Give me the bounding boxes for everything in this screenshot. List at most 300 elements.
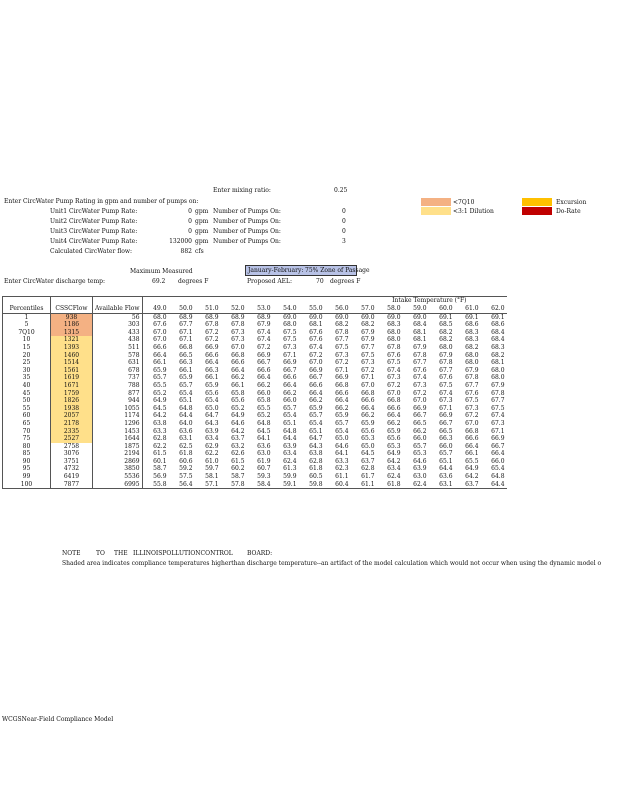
temp-header: 53.0 [247, 305, 273, 314]
temp-cell: 67.3 [413, 381, 427, 389]
temp-cell: 67.6 [387, 351, 401, 359]
temp-cell: 67.7 [413, 359, 427, 367]
available-flow-cell: 56 [93, 313, 143, 321]
temp-cell: 66.4 [205, 359, 219, 367]
temp-cell: 64.8 [491, 473, 505, 481]
temp-cell: 68.0 [465, 351, 479, 359]
temp-cell: 67.3 [387, 374, 401, 382]
temp-cell: 67.4 [309, 343, 323, 351]
temp-cell: 57.5 [179, 473, 193, 481]
available-flow-cell: 578 [93, 352, 143, 360]
temp-cell: 67.5 [491, 404, 505, 412]
temp-cell: 66.4 [387, 412, 401, 420]
temp-cell: 65.0 [205, 404, 219, 412]
available-flow-cell: 6995 [93, 481, 143, 489]
legend-swatch-dilution [421, 207, 451, 215]
temp-cell: 66.6 [465, 435, 479, 443]
temp-cell: 65.0 [335, 435, 349, 443]
csscflow-cell: 2335 [51, 428, 93, 436]
temp-cell: 69.1 [465, 313, 479, 321]
temp-cell: 64.4 [439, 465, 453, 473]
temp-cell: 66.9 [413, 404, 427, 412]
temp-cell: 64.9 [465, 465, 479, 473]
temp-cell: 60.1 [153, 457, 167, 465]
temp-cell: 64.9 [153, 397, 167, 405]
temp-cell: 67.3 [491, 419, 505, 427]
temp-cell: 61.8 [377, 481, 403, 489]
temp-cell: 66.3 [205, 366, 219, 374]
unit1-rate[interactable]: 0 [188, 208, 192, 215]
temp-cell: 68.2 [439, 328, 453, 336]
temp-cell: 67.5 [439, 381, 453, 389]
temp-cell: 66.4 [361, 404, 375, 412]
temp-cell: 66.4 [283, 381, 297, 389]
temp-cell: 65.4 [335, 427, 349, 435]
temp-cell: 59.3 [257, 473, 271, 481]
unit3-pumps[interactable]: 0 [342, 228, 346, 235]
temp-cell: 66.3 [179, 359, 193, 367]
csscflow-cell: 1561 [51, 367, 93, 375]
unit2-pumps-label: Number of Pumps On: [213, 218, 281, 225]
temp-cell: 67.0 [153, 336, 167, 344]
temp-cell: 68.9 [257, 313, 271, 321]
temp-cell: 65.6 [205, 389, 219, 397]
table-row [3, 450, 507, 458]
ael-value: 70 [316, 278, 324, 285]
temp-cell: 64.8 [283, 427, 297, 435]
temp-cell: 69.0 [361, 313, 375, 321]
temp-cell: 63.6 [257, 442, 271, 450]
temp-cell: 64.7 [309, 435, 323, 443]
temp-cell: 65.8 [231, 389, 245, 397]
temp-cell: 63.9 [283, 442, 297, 450]
temp-cell: 65.0 [361, 442, 375, 450]
temp-cell: 65.3 [387, 442, 401, 450]
percentile-cell: 7Q10 [3, 329, 51, 337]
temp-header: 50.0 [169, 305, 195, 314]
temp-cell: 65.9 [309, 404, 323, 412]
temp-cell: 63.9 [205, 427, 219, 435]
compliance-table [2, 296, 507, 489]
temp-header: 61.0 [455, 305, 481, 314]
temp-cell: 55.8 [142, 481, 169, 489]
temp-cell: 66.9 [283, 359, 297, 367]
unit3-pumps-label: Number of Pumps On: [213, 228, 281, 235]
temp-cell: 66.1 [231, 381, 245, 389]
temp-cell: 67.9 [361, 328, 375, 336]
temp-cell: 69.1 [439, 313, 453, 321]
temp-cell: 63.6 [179, 427, 193, 435]
temp-cell: 62.6 [231, 450, 245, 458]
temp-cell: 67.7 [179, 321, 193, 329]
temp-header: 56.0 [325, 305, 351, 314]
temp-cell: 66.4 [309, 389, 323, 397]
mixing-ratio-label: Enter mixing ratio: [213, 187, 271, 194]
temp-cell: 68.0 [439, 343, 453, 351]
footer-title: WCGSNear-Field Compliance Model [2, 716, 114, 723]
temp-cell: 61.1 [335, 473, 349, 481]
temp-cell: 65.6 [231, 397, 245, 405]
temp-cell: 68.2 [465, 343, 479, 351]
temp-cell: 65.9 [205, 381, 219, 389]
temp-cell: 64.2 [153, 412, 167, 420]
temp-cell: 66.8 [179, 343, 193, 351]
csscflow-cell: 2057 [51, 412, 93, 420]
percentile-cell: 50 [3, 397, 51, 405]
temp-cell: 60.5 [309, 473, 323, 481]
temp-cell: 68.2 [335, 321, 349, 329]
temp-cell: 62.3 [335, 465, 349, 473]
legend-label-do-rate: Do-Rate [556, 208, 581, 215]
temp-cell: 66.0 [413, 435, 427, 443]
temp-cell: 60.4 [325, 481, 351, 489]
temp-cell: 67.8 [231, 321, 245, 329]
temp-cell: 59.1 [273, 481, 299, 489]
temp-cell: 65.4 [179, 389, 193, 397]
temp-cell: 66.2 [283, 389, 297, 397]
temp-cell: 68.2 [439, 336, 453, 344]
table-row [3, 390, 507, 398]
temp-cell: 66.2 [231, 374, 245, 382]
temp-cell: 64.5 [153, 404, 167, 412]
temp-cell: 66.7 [413, 412, 427, 420]
temp-cell: 67.3 [231, 328, 245, 336]
temp-cell: 67.5 [283, 336, 297, 344]
temp-cell: 67.2 [465, 412, 479, 420]
period-zone: 75% Zone of Passage [305, 267, 370, 274]
temp-cell: 67.0 [153, 328, 167, 336]
table-row [3, 367, 507, 375]
available-flow-cell: 737 [93, 374, 143, 382]
temp-cell: 64.6 [231, 419, 245, 427]
note-board-name: ILLINOISPOLLUTIONCONTROL [133, 550, 233, 557]
temp-cell: 63.8 [153, 419, 167, 427]
temp-cell: 58.4 [247, 481, 273, 489]
percentile-cell: 55 [3, 405, 51, 413]
table-row [3, 465, 507, 473]
csscflow-cell: 3751 [51, 458, 93, 466]
temp-cell: 62.2 [205, 450, 219, 458]
temp-cell: 59.2 [179, 465, 193, 473]
temp-header: 52.0 [221, 305, 247, 314]
note-label: NOTE [62, 550, 81, 557]
note-text: Shaded area indicates compliance temperatures higherthan discharge temperature--an artifact of the model calculation which would not occur when using the dynamic model o [62, 560, 602, 567]
temp-cell: 67.6 [309, 336, 323, 344]
temp-cell: 66.2 [387, 419, 401, 427]
temp-cell: 68.0 [465, 359, 479, 367]
temp-cell: 67.2 [205, 336, 219, 344]
discharge-value[interactable]: 69.2 [152, 278, 166, 285]
csscflow-cell: 1671 [51, 382, 93, 390]
temp-cell: 61.9 [257, 457, 271, 465]
temp-cell: 66.7 [309, 374, 323, 382]
temp-cell: 66.8 [231, 351, 245, 359]
temp-cell: 64.8 [257, 419, 271, 427]
temp-cell: 63.0 [257, 450, 271, 458]
temp-cell: 65.1 [283, 419, 297, 427]
temp-cell: 67.1 [439, 404, 453, 412]
table-row [3, 321, 507, 329]
legend-label-excursion: Excursion [556, 199, 587, 206]
temp-cell: 67.3 [283, 343, 297, 351]
temp-cell: 64.0 [179, 419, 193, 427]
temp-cell: 67.4 [491, 412, 505, 420]
temp-cell: 66.6 [283, 374, 297, 382]
temp-cell: 66.9 [309, 366, 323, 374]
temp-cell: 67.4 [439, 389, 453, 397]
table-row [3, 420, 507, 428]
percentile-cell: 80 [3, 443, 51, 451]
temp-cell: 62.9 [205, 442, 219, 450]
temp-cell: 67.2 [413, 389, 427, 397]
unit2-pumps[interactable]: 0 [342, 218, 346, 225]
unit3-unit: gpm [195, 228, 209, 235]
temp-cell: 66.4 [153, 351, 167, 359]
temp-cell: 66.0 [257, 389, 271, 397]
temp-cell: 66.4 [257, 374, 271, 382]
temp-cell: 61.5 [153, 450, 167, 458]
unit4-rate[interactable]: 132000 [169, 238, 192, 245]
temp-cell: 65.4 [283, 412, 297, 420]
max-measured-label: Maximum Measured [130, 268, 193, 275]
temp-cell: 66.7 [283, 366, 297, 374]
temp-cell: 66.5 [413, 419, 427, 427]
temp-cell: 65.9 [153, 366, 167, 374]
ael-label: Proposed AEL: [247, 278, 293, 285]
percentile-cell: 65 [3, 420, 51, 428]
available-flow-cell: 1644 [93, 435, 143, 443]
available-flow-cell: 1055 [93, 405, 143, 413]
table-row [3, 481, 507, 489]
temp-cell: 64.8 [179, 404, 193, 412]
temp-cell: 67.9 [439, 351, 453, 359]
temp-cell: 65.7 [153, 374, 167, 382]
legend-swatch-do-rate [522, 207, 552, 215]
csscflow-cell: 1186 [51, 321, 93, 329]
temp-cell: 63.4 [283, 450, 297, 458]
temp-cell: 62.4 [283, 457, 297, 465]
temp-cell: 61.7 [361, 473, 375, 481]
temp-cell: 67.2 [205, 328, 219, 336]
unit4-unit: gpm [195, 238, 209, 245]
temp-cell: 65.4 [309, 419, 323, 427]
available-flow-cell: 303 [93, 321, 143, 329]
temp-cell: 66.1 [205, 374, 219, 382]
note-board: BOARD: [247, 550, 273, 557]
temp-cell: 67.6 [309, 328, 323, 336]
calc-flow-unit: cfs [195, 248, 204, 255]
temp-cell: 67.2 [335, 359, 349, 367]
temp-header: 57.0 [351, 305, 377, 314]
temp-cell: 66.6 [231, 359, 245, 367]
temp-cell: 68.2 [361, 321, 375, 329]
temp-cell: 63.7 [231, 435, 245, 443]
available-flow-cell: 1453 [93, 428, 143, 436]
percentile-cell: 85 [3, 450, 51, 458]
calc-flow-value: 882 [180, 248, 192, 255]
temp-cell: 62.4 [403, 481, 429, 489]
temp-cell: 65.2 [153, 389, 167, 397]
mixing-ratio-value[interactable]: 0.25 [334, 187, 348, 194]
percentile-cell: 1 [3, 313, 51, 321]
temp-cell: 66.3 [439, 435, 453, 443]
table-row [3, 458, 507, 466]
temp-cell: 69.1 [491, 313, 505, 321]
temp-cell: 66.2 [309, 397, 323, 405]
temp-cell: 67.6 [153, 321, 167, 329]
temp-cell: 64.5 [361, 450, 375, 458]
percentile-cell: 75 [3, 435, 51, 443]
unit1-unit: gpm [195, 208, 209, 215]
temp-cell: 63.2 [231, 442, 245, 450]
temp-cell: 68.9 [231, 313, 245, 321]
table-header-row [3, 305, 507, 314]
temp-cell: 67.0 [309, 359, 323, 367]
temp-cell: 66.6 [361, 397, 375, 405]
temp-cell: 65.7 [179, 381, 193, 389]
temp-cell: 68.1 [413, 328, 427, 336]
temp-cell: 67.7 [335, 336, 349, 344]
available-flow-cell: 788 [93, 382, 143, 390]
temp-cell: 59.9 [283, 473, 297, 481]
temp-header: 54.0 [273, 305, 299, 314]
temp-cell: 63.4 [387, 465, 401, 473]
temp-cell: 68.3 [387, 321, 401, 329]
temp-cell: 62.8 [361, 465, 375, 473]
csscflow-cell: 1826 [51, 397, 93, 405]
available-flow-cell: 1296 [93, 420, 143, 428]
temp-cell: 67.8 [205, 321, 219, 329]
temp-cell: 66.7 [257, 359, 271, 367]
percentile-cell: 20 [3, 352, 51, 360]
temp-cell: 67.2 [257, 343, 271, 351]
unit2-label: Unit2 CircWater Pump Rate: [50, 218, 138, 225]
temp-cell: 66.0 [283, 397, 297, 405]
table-row [3, 352, 507, 360]
unit4-label: Unit4 CircWater Pump Rate: [50, 238, 138, 245]
temp-cell: 68.6 [491, 321, 505, 329]
temp-cell: 67.5 [361, 351, 375, 359]
temp-cell: 65.8 [257, 397, 271, 405]
temp-cell: 66.8 [465, 427, 479, 435]
temp-cell: 67.9 [361, 336, 375, 344]
temp-cell: 64.3 [309, 442, 323, 450]
temp-cell: 67.7 [439, 366, 453, 374]
temp-cell: 67.8 [465, 374, 479, 382]
table-row [3, 359, 507, 367]
temp-cell: 67.5 [335, 343, 349, 351]
available-flow-cell: 944 [93, 397, 143, 405]
unit4-pumps[interactable]: 3 [342, 238, 346, 245]
available-flow-cell: 631 [93, 359, 143, 367]
temp-cell: 64.9 [231, 412, 245, 420]
temp-cell: 67.4 [257, 328, 271, 336]
temp-cell: 66.4 [465, 442, 479, 450]
temp-cell: 68.0 [387, 336, 401, 344]
temp-cell: 61.5 [231, 457, 245, 465]
temp-cell: 67.5 [465, 397, 479, 405]
temp-cell: 65.1 [439, 457, 453, 465]
temp-cell: 67.2 [387, 381, 401, 389]
temp-cell: 67.8 [387, 343, 401, 351]
temp-cell: 68.2 [491, 351, 505, 359]
temp-cell: 69.0 [283, 313, 297, 321]
unit1-pumps[interactable]: 0 [342, 208, 346, 215]
note-to: TO [96, 550, 105, 557]
temp-cell: 64.4 [481, 481, 507, 489]
csscflow-cell: 3076 [51, 450, 93, 458]
temp-cell: 67.7 [491, 397, 505, 405]
temp-cell: 58.7 [153, 465, 167, 473]
temp-cell: 68.0 [491, 366, 505, 374]
table-header-row-top [3, 297, 507, 305]
table-row [3, 344, 507, 352]
discharge-unit: degrees F [178, 278, 209, 285]
available-flow-header: Available Flow [93, 305, 143, 314]
temp-cell: 66.6 [153, 343, 167, 351]
percentile-cell: 10 [3, 336, 51, 344]
table-row [3, 329, 507, 337]
temp-cell: 66.2 [335, 404, 349, 412]
temp-cell: 66.5 [179, 351, 193, 359]
calc-flow-label: Calculated CircWater flow: [50, 248, 132, 255]
temp-cell: 63.4 [205, 435, 219, 443]
available-flow-cell: 2194 [93, 450, 143, 458]
table-row [3, 443, 507, 451]
available-flow-cell: 877 [93, 390, 143, 398]
temp-cell: 63.8 [309, 450, 323, 458]
unit2-unit: gpm [195, 218, 209, 225]
temp-cell: 65.7 [413, 442, 427, 450]
temp-cell: 67.0 [361, 381, 375, 389]
temp-cell: 65.7 [283, 404, 297, 412]
temp-cell: 68.0 [387, 328, 401, 336]
temp-header: 55.0 [299, 305, 325, 314]
legend-swatch-excursion [522, 198, 552, 206]
temp-cell: 69.0 [335, 313, 349, 321]
temp-cell: 65.9 [335, 412, 349, 420]
temp-cell: 68.4 [491, 328, 505, 336]
temp-cell: 58.7 [231, 473, 245, 481]
temp-cell: 68.6 [465, 321, 479, 329]
temp-cell: 66.9 [257, 351, 271, 359]
temp-cell: 66.7 [491, 442, 505, 450]
temp-cell: 65.9 [387, 427, 401, 435]
temp-cell: 67.7 [465, 381, 479, 389]
percentile-cell: 95 [3, 465, 51, 473]
discharge-label: Enter CircWater discharge temp: [4, 278, 106, 285]
temp-cell: 64.4 [179, 412, 193, 420]
temp-cell: 68.9 [179, 313, 193, 321]
available-flow-cell: 2869 [93, 458, 143, 466]
temp-cell: 67.7 [361, 343, 375, 351]
csscflow-cell: 1460 [51, 352, 93, 360]
csscflow-cell: 2527 [51, 435, 93, 443]
temp-cell: 67.6 [413, 366, 427, 374]
unit3-rate[interactable]: 0 [188, 228, 192, 235]
unit2-rate[interactable]: 0 [188, 218, 192, 225]
temp-cell: 65.6 [387, 435, 401, 443]
temp-cell: 61.8 [179, 450, 193, 458]
percentiles-header: Percentiles [3, 305, 51, 314]
unit3-label: Unit3 CircWater Pump Rate: [50, 228, 138, 235]
temp-cell: 67.9 [257, 321, 271, 329]
temp-cell: 66.1 [179, 366, 193, 374]
available-flow-cell: 438 [93, 336, 143, 344]
temp-cell: 65.9 [179, 374, 193, 382]
csscflow-cell: 6419 [51, 473, 93, 481]
table-row [3, 397, 507, 405]
